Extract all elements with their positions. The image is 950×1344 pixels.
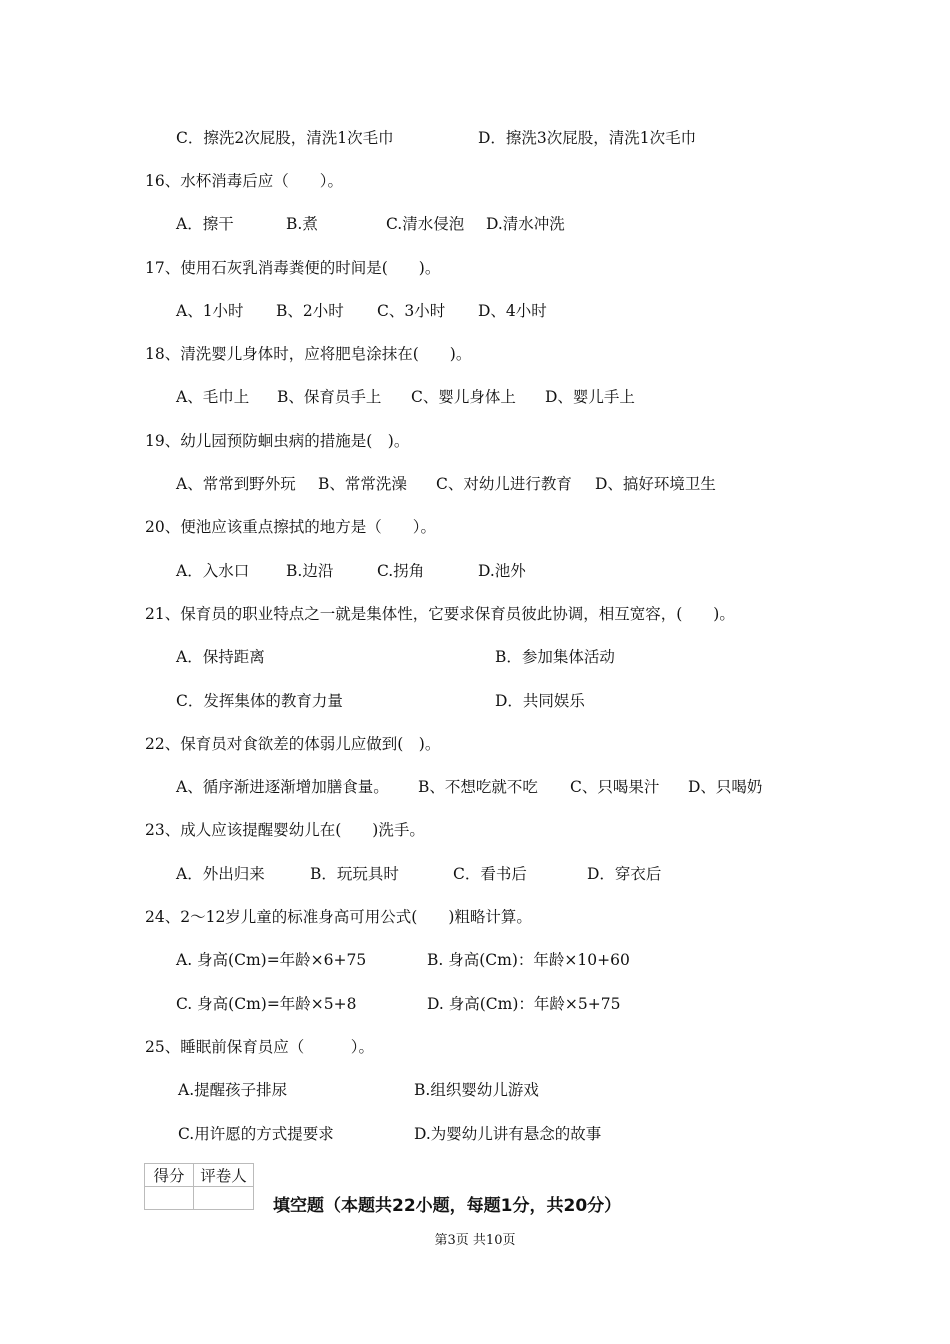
answer-option: C.用许愿的方式提要求 (178, 1125, 334, 1143)
answer-option: B．参加集体活动 (495, 648, 615, 666)
question-text: 20、便池应该重点擦拭的地方是（ ）。 (145, 518, 436, 536)
answer-option: C．发挥集体的教育力量 (176, 692, 343, 710)
answer-option: C．擦洗2次屁股，清洗1次毛巾 (176, 129, 394, 147)
answer-option: A．擦干 (176, 215, 234, 233)
answer-option: D.为婴幼儿讲有悬念的故事 (414, 1125, 602, 1143)
score-table-blank-row (145, 1187, 254, 1210)
answer-option: C、婴儿身体上 (411, 388, 516, 406)
answer-option: B、2小时 (276, 302, 344, 320)
question-text: 16、水杯消毒后应（ ）。 (145, 172, 343, 190)
answer-option: D、4小时 (478, 302, 547, 320)
answer-option: D.清水冲洗 (486, 215, 565, 233)
question-text: 24、2～12岁儿童的标准身高可用公式( )粗略计算。 (145, 908, 532, 926)
answer-option: B、不想吃就不吃 (418, 778, 538, 796)
answer-option: B.边沿 (286, 562, 334, 580)
answer-option: D．共同娱乐 (495, 692, 585, 710)
question-text: 17、使用石灰乳消毒粪便的时间是( )。 (145, 259, 441, 277)
question-text: 23、成人应该提醒婴幼儿在( )洗手。 (145, 821, 425, 839)
question-text: 18、清洗婴儿身体时，应将肥皂涂抹在( )。 (145, 345, 472, 363)
answer-option: A. 身高(Cm)=年龄×6+75 (176, 951, 367, 969)
answer-option: D. 身高(Cm)：年龄×5+75 (427, 995, 621, 1013)
answer-option: A、循序渐进逐渐增加膳食量。 (176, 778, 389, 796)
grader-header: 评卷人 (194, 1164, 254, 1187)
answer-option: B、常常洗澡 (318, 475, 407, 493)
answer-option: D．擦洗3次屁股，清洗1次毛巾 (478, 129, 697, 147)
answer-option: D.池外 (478, 562, 526, 580)
question-text: 19、幼儿园预防蛔虫病的措施是( )。 (145, 432, 410, 450)
answer-option: A．外出归来 (176, 865, 265, 883)
answer-option: A．保持距离 (176, 648, 265, 666)
answer-option: C.拐角 (377, 562, 425, 580)
answer-option: C．看书后 (453, 865, 527, 883)
score-cell (145, 1187, 194, 1210)
answer-option: D．穿衣后 (587, 865, 662, 883)
answer-option: C、3小时 (377, 302, 446, 320)
question-text: 25、睡眠前保育员应（ ）。 (145, 1038, 374, 1056)
answer-option: B.组织婴幼儿游戏 (414, 1081, 539, 1099)
score-table-header-row (145, 1164, 254, 1187)
grader-cell (194, 1187, 254, 1210)
answer-option: A.提醒孩子排尿 (178, 1081, 288, 1099)
answer-option: A、常常到野外玩 (176, 475, 296, 493)
section-title: 填空题（本题共22小题，每题1分，共20分） (273, 1196, 622, 1216)
answer-option: D、婴儿手上 (545, 388, 635, 406)
answer-option: C. 身高(Cm)=年龄×5+8 (176, 995, 357, 1013)
answer-option: C.清水侵泡 (386, 215, 465, 233)
answer-option: A、毛巾上 (176, 388, 250, 406)
answer-option: D、搞好环境卫生 (595, 475, 716, 493)
score-header: 得分 (145, 1164, 194, 1187)
answer-option: B、保育员手上 (277, 388, 382, 406)
answer-option: C、只喝果汁 (570, 778, 660, 796)
answer-option: B．玩玩具时 (310, 865, 399, 883)
page-footer: 第3页 共10页 (434, 1233, 516, 1248)
answer-option: A、1小时 (176, 302, 244, 320)
answer-option: B.煮 (286, 215, 318, 233)
answer-option: C、对幼儿进行教育 (436, 475, 572, 493)
question-text: 22、保育员对食欲差的体弱儿应做到( )。 (145, 735, 441, 753)
score-table (144, 1163, 254, 1210)
answer-option: D、只喝奶 (688, 778, 763, 796)
question-text: 21、保育员的职业特点之一就是集体性，它要求保育员彼此协调，相互宽容，( )。 (145, 605, 735, 623)
answer-option: B. 身高(Cm)：年龄×10+60 (427, 951, 630, 969)
answer-option: A．入水口 (176, 562, 250, 580)
